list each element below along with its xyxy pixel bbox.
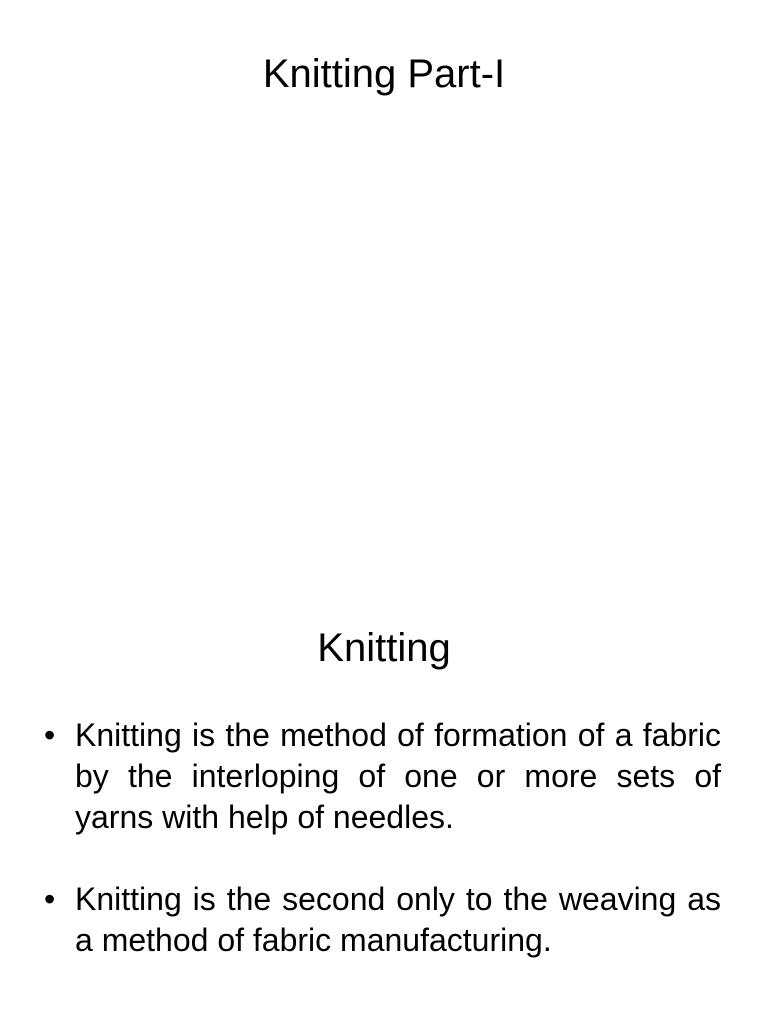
bullet-text: Knitting is the second only to the weaving as a method of fabric manufacturing. bbox=[75, 881, 721, 958]
slide-title: Knitting Part-I bbox=[262, 52, 506, 96]
slide-heading: Knitting bbox=[317, 626, 451, 670]
bullet-text: Knitting is the method of formation of a fabric by the interloping of one or more sets of yarns with help of needles. bbox=[75, 717, 721, 835]
list-item bbox=[44, 879, 721, 961]
bullet-icon: • bbox=[44, 881, 56, 917]
bullet-list bbox=[44, 715, 721, 961]
list-item bbox=[44, 715, 721, 838]
bullet-icon: • bbox=[44, 717, 56, 753]
slide-knitting bbox=[0, 512, 768, 1024]
